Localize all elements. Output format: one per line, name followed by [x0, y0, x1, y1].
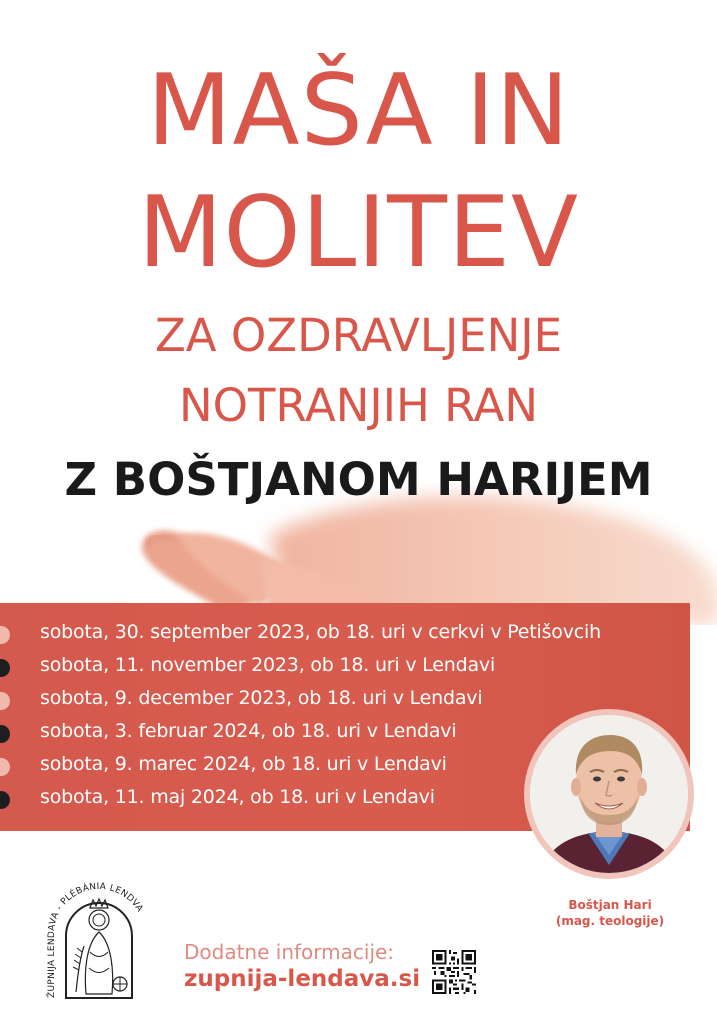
speaker-title: (mag. teologije) — [555, 914, 665, 928]
speaker-portrait — [524, 709, 694, 879]
bullet-dark — [0, 791, 10, 809]
info-url[interactable]: zupnija-lendava.si — [184, 966, 421, 992]
date-text: sobota, 3. februar 2024, ob 18. uri v Lendavi — [40, 720, 457, 742]
date-row — [0, 652, 700, 685]
title-line-2: MOLITEV — [137, 176, 579, 290]
parish-seal-logo — [40, 872, 158, 1002]
title-line-3: ZA OZDRAVLJENJE — [154, 309, 563, 362]
date-text: sobota, 11. november 2023, ob 18. uri v Lendavi — [40, 654, 496, 676]
date-text: sobota, 9. marec 2024, ob 18. uri v Lendavi — [40, 753, 447, 775]
speaker-photo — [530, 715, 688, 873]
title-line-4: NOTRANJIH RAN — [178, 379, 539, 432]
bullet-light — [0, 758, 10, 776]
date-text: sobota, 9. december 2023, ob 18. uri v Lendavi — [40, 687, 483, 709]
date-row — [0, 619, 700, 652]
bullet-light — [0, 692, 10, 710]
date-text: sobota, 30. september 2023, ob 18. uri v cerkvi v Petišovcih — [40, 621, 601, 643]
image-credit — [703, 520, 709, 580]
title-line-1: MAŠA IN — [146, 54, 571, 168]
bullet-light — [0, 626, 10, 644]
speaker-photo-image — [530, 715, 688, 873]
info-label: Dodatne informacije: — [184, 940, 395, 964]
svg-text:ŽUPNIJA LENDAVA - PLÉBÁNIA LEN: ŽUPNIJA LENDAVA - PLÉBÁNIA LENDVA — [47, 881, 145, 998]
date-text: sobota, 11. maj 2024, ob 18. uri v Lendavi — [40, 786, 435, 808]
bullet-dark — [0, 725, 10, 743]
qr-code[interactable] — [432, 950, 476, 994]
speaker-name: Boštjan Hari — [568, 898, 652, 912]
title-line-5: Z BOŠTJANOM HARIJEM — [64, 453, 653, 506]
bullet-dark — [0, 659, 10, 677]
